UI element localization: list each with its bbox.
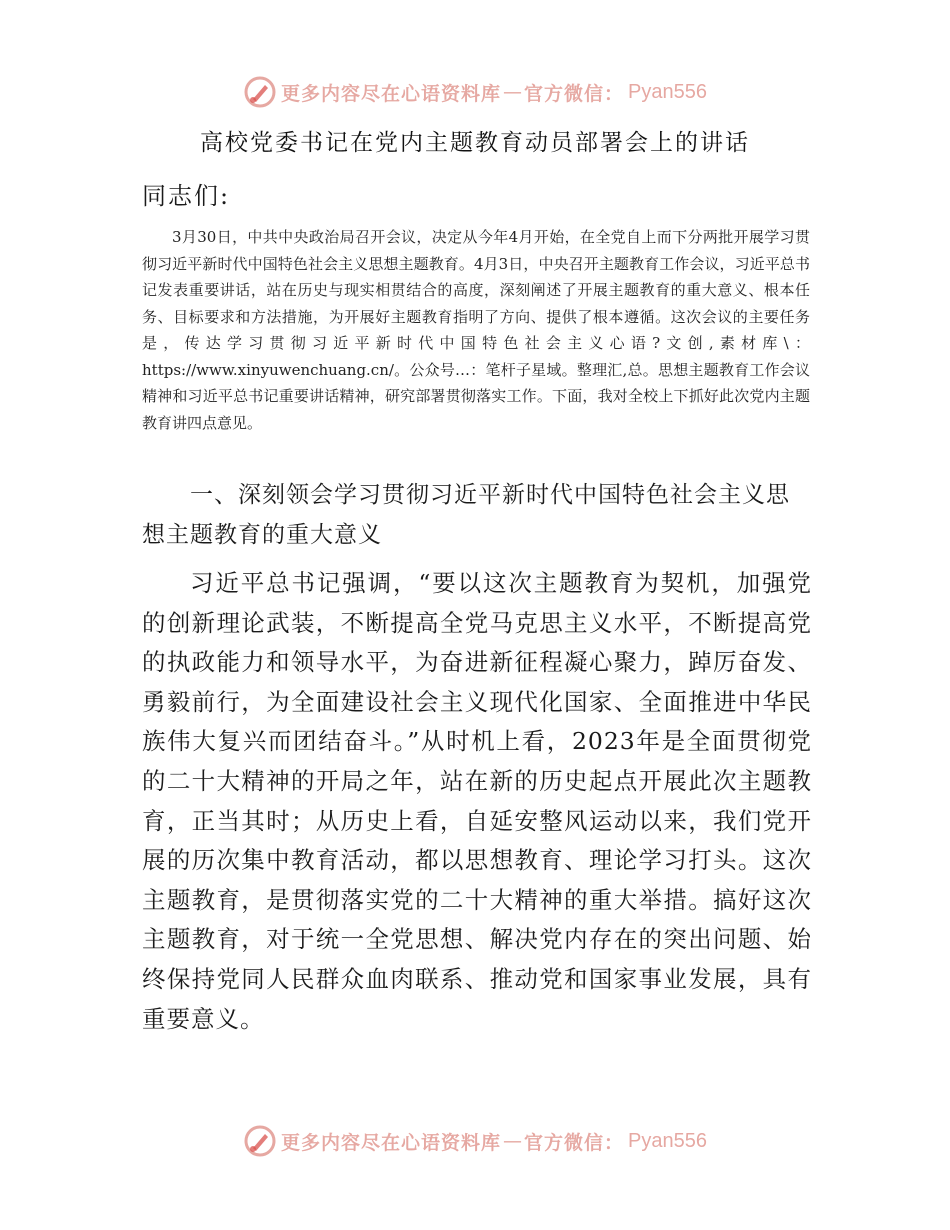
section-heading-1: 一、深刻领会学习贯彻习近平新时代中国特色社会主义思想主题教育的重大意义 (142, 482, 790, 548)
intro-paragraph: 3月30日，中共中央政治局召开会议，决定从今年4月开始，在全党自上而下分两批开展学习贯彻习近平新时代中国特色社会主义思想主题教育。4月3日，中央召开主题教育工作会议，习近平总书记发表重要讲话，站在历史与现实相贯结合的高度，深刻阐述了开展主题教育的重大意义、根本任务、目标要求和方法措施，为开展好主题教育指明了方向、提供了根本遵循。这次会议的主要任务是，传达学习贯彻习近平新时代中国特色社会主义心语?文创,素材库\：https://www.xinyuwenchuang.cn/。公众号…：笔杆子星域。整理汇,总。思想主题教育工作会议精神和习近平总书记重要讲话精神，研究部署贯彻落实工作。下面，我对全校上下抓好此次党内主题教育讲四点意见。 (142, 228, 810, 432)
salutation: 同志们: (142, 182, 231, 210)
watermark-banner-bottom (0, 1121, 950, 1161)
watermark-wechat-id: Pyan556 (628, 1129, 707, 1152)
watermark-text: 更多内容尽在心语资料库 (281, 82, 502, 105)
brush-logo-icon (243, 1124, 277, 1158)
watermark-banner-top (0, 72, 950, 112)
brush-logo-icon (243, 75, 277, 109)
watermark-text: 更多内容尽在心语资料库 (281, 1131, 502, 1154)
watermark-wechat-label: 官方微信： (524, 1131, 625, 1154)
watermark-wechat-label: 官方微信： (524, 82, 625, 105)
watermark-separator: — (503, 1130, 523, 1152)
watermark-wechat-id: Pyan556 (628, 80, 707, 103)
body-paragraph-1: 习近平总书记强调，“要以这次主题教育为契机，加强党的创新理论武装，不断提高全党马克思主义水平，不断提高党的执政能力和领导水平，为奋进新征程凝心聚力，踔厉奋发、勇毅前行，为全面建设社会主义现代化国家、全面推进中华民族伟大复兴而团结奋斗。”从时机上看，2023年是全面贯彻党的二十大精神的开局之年，站在新的历史起点开展此次主题教育，正当其时；从历史上看，自延安整风运动以来，我们党开展的历次集中教育活动，都以思想教育、理论学习打头。这次主题教育，是贯彻落实党的二十大精神的重大举措。搞好这次主题教育，对于统一全党思想、解决党内存在的突出问题、始终保持党同人民群众血肉联系、推动党和国家事业发展，具有重要意义。 (142, 569, 812, 1033)
document-title: 高校党委书记在党内主题教育动员部署会上的讲话 (200, 130, 750, 156)
watermark-separator: — (503, 81, 523, 103)
